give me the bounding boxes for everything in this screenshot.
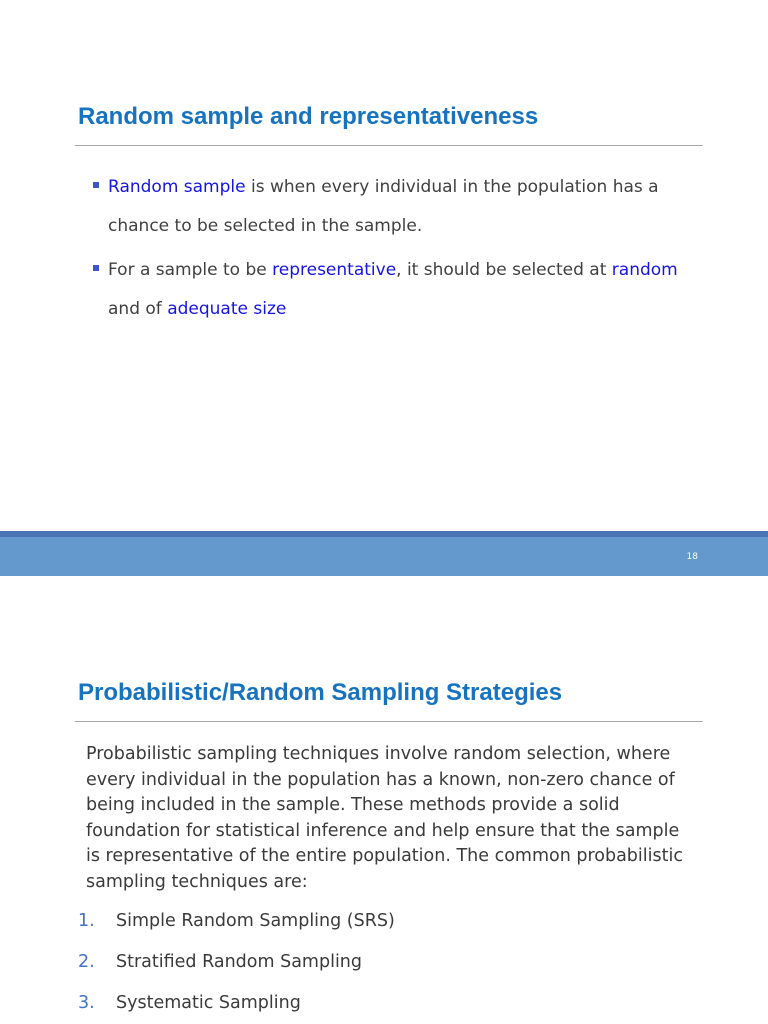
list-item bbox=[78, 908, 395, 949]
list-number: 1. bbox=[78, 911, 95, 931]
list-item bbox=[78, 990, 395, 1024]
bullet-text: , it should be selected at bbox=[396, 260, 612, 280]
page-number: 18 bbox=[686, 552, 698, 562]
list-item bbox=[78, 949, 395, 990]
term-representative: representative bbox=[272, 260, 397, 280]
title-divider bbox=[75, 721, 703, 722]
list-number: 3. bbox=[78, 993, 95, 1013]
list-item-text: Simple Random Sampling (SRS) bbox=[116, 911, 395, 931]
list-number: 2. bbox=[78, 952, 95, 972]
title-divider bbox=[75, 145, 703, 146]
square-bullet-icon bbox=[93, 265, 99, 271]
bullet-text: is when every individual in the population has a chance to be selected in the sample. bbox=[108, 177, 659, 236]
slide-probabilistic-sampling bbox=[0, 576, 768, 1024]
list-item-text: Stratified Random Sampling bbox=[116, 952, 362, 972]
bullet-text: and of bbox=[108, 298, 168, 319]
list-item-text: Systematic Sampling bbox=[116, 993, 301, 1013]
bullet-item-random-sample bbox=[93, 168, 713, 245]
sampling-techniques-list bbox=[78, 908, 395, 1024]
square-bullet-icon bbox=[93, 182, 99, 188]
bullet-item-representative bbox=[93, 251, 713, 328]
term-adequate-size: adequate size bbox=[167, 298, 287, 319]
slide-footer bbox=[0, 537, 768, 576]
term-random: random bbox=[611, 260, 678, 280]
slide-title: Random sample and representativeness bbox=[78, 103, 539, 130]
intro-paragraph: Probabilistic sampling techniques involve random selection, where every individual in the population has a known, non-zero chance of being included in the sample. These methods provide a solid foundation for statistical inference and help ensure that the sample is representative of the entire population. The common probabilistic sampling techniques are: bbox=[86, 744, 683, 892]
slide-title: Probabilistic/Random Sampling Strategies bbox=[78, 679, 563, 706]
bullet-list bbox=[93, 168, 713, 334]
bullet-text: For a sample to be bbox=[108, 260, 273, 280]
term-random-sample: Random sample bbox=[108, 177, 246, 197]
